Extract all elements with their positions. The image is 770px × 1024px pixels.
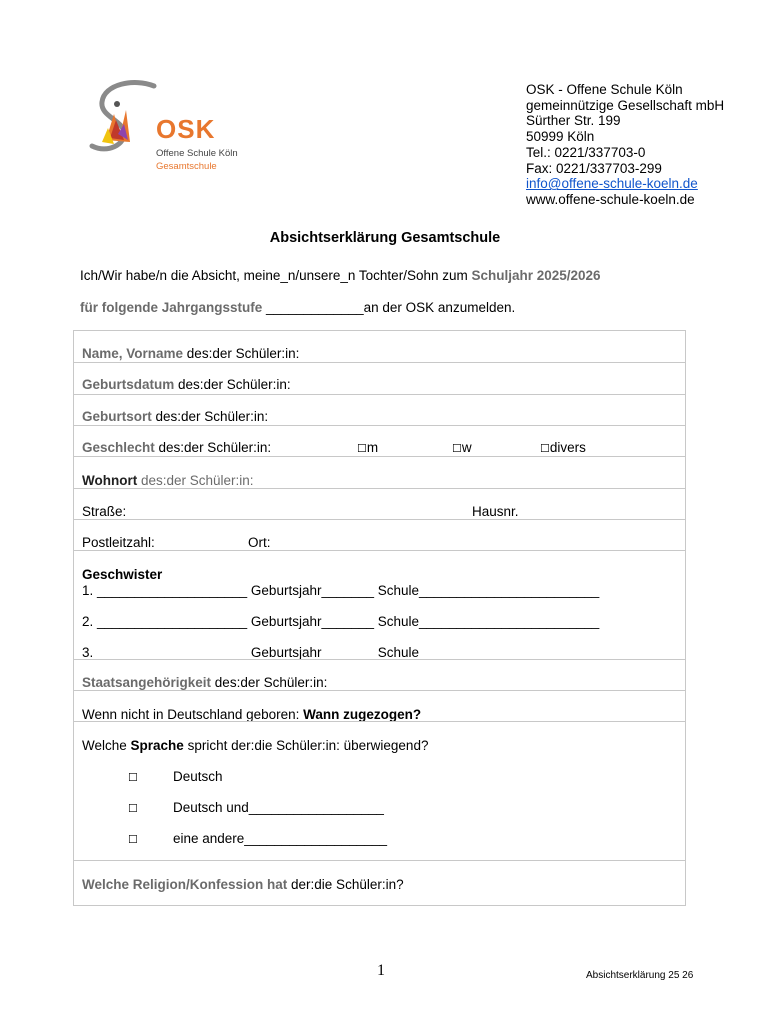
- org-city: 50999 Köln: [526, 129, 595, 145]
- page-number: 1: [377, 962, 385, 979]
- intro-grade-label: für folgende Jahrgangsstufe: [80, 300, 263, 315]
- language-prefix: Welche: [82, 738, 131, 753]
- org-tel: Tel.: 0221/337703-0: [526, 144, 646, 160]
- form-row-birthplace: [74, 394, 685, 424]
- gender-option-divers[interactable]: ☐divers: [540, 440, 586, 455]
- religion-label: Welche Religion/Konfession hat: [82, 877, 288, 892]
- footer-doc-title: Absichtserklärung 25 26: [586, 970, 694, 981]
- logo-brand: OSK: [156, 114, 216, 144]
- house-number-label: Hausnr.: [472, 504, 519, 519]
- gender-option-w[interactable]: ☐w: [452, 440, 472, 455]
- org-email-link[interactable]: info@offene-schule-koeln.de: [526, 176, 698, 192]
- language-suffix: spricht der:die Schüler:in: überwiegend?: [183, 738, 429, 753]
- org-fax: Fax: 0221/337703-299: [526, 160, 662, 176]
- form-row-birthdate: [74, 362, 685, 392]
- org-name: OSK - Offene Schule Köln: [526, 82, 683, 97]
- intro-school-year: Schuljahr 2025/2026: [471, 268, 601, 283]
- moved-prefix: Wenn nicht in Deutschland geboren:: [82, 707, 304, 722]
- gender-label: Geschlecht: [82, 440, 155, 455]
- form-row-language: [74, 721, 685, 846]
- town-label: Ort:: [248, 535, 271, 550]
- siblings-label: Geschwister: [82, 567, 163, 582]
- sibling-line-3: 3. ____________________ Geburtsjahr_______ Schule________________________: [82, 645, 600, 660]
- checkbox-icon[interactable]: ☐: [128, 772, 138, 784]
- residence-suffix: des:der Schüler:in:: [137, 473, 254, 488]
- form-row-moved: [74, 690, 685, 722]
- checkbox-icon[interactable]: ☐: [128, 834, 138, 846]
- form-row-street: [74, 488, 685, 519]
- intro-grade-rest: _____________an der OSK anzumelden.: [262, 300, 516, 315]
- language-option-andere[interactable]: ☐ eine andere___________________: [128, 831, 387, 846]
- gender-suffix: des:der Schüler:in:: [154, 440, 272, 455]
- logo-line1: Offene Schule Köln: [156, 148, 238, 159]
- checkbox-icon[interactable]: ☐: [540, 443, 550, 455]
- intro-text: Ich/Wir habe/n die Absicht, meine_n/unsere_n Tochter/Sohn zum: [80, 268, 472, 283]
- name-suffix: des:der Schüler:in:: [183, 346, 300, 361]
- form-row-nationality: [74, 659, 685, 690]
- language-option-deutsch[interactable]: ☐ Deutsch: [128, 769, 223, 784]
- language-option-deutsch-und[interactable]: ☐ Deutsch und__________________: [128, 800, 384, 815]
- birthplace-label: Geburtsort: [82, 409, 152, 424]
- form-row-residence: [74, 456, 685, 488]
- sibling-line-2: 2. ____________________ Geburtsjahr_______ Schule________________________: [82, 614, 600, 629]
- checkbox-icon[interactable]: ☐: [452, 443, 462, 455]
- street-label: Straße:: [82, 504, 127, 519]
- name-label: Name, Vorname: [82, 346, 184, 361]
- form-row-address: [74, 519, 685, 550]
- checkbox-icon[interactable]: ☐: [357, 443, 367, 455]
- osk-logo: [84, 80, 244, 172]
- form-row-gender: [74, 425, 685, 455]
- nationality-suffix: des:der Schüler:in:: [211, 675, 328, 690]
- org-street: Sürther Str. 199: [526, 113, 621, 129]
- sibling-line-1: 1. ____________________ Geburtsjahr_______ Schule________________________: [82, 583, 600, 598]
- logo-line2: Gesamtschule: [156, 161, 217, 172]
- form-row-siblings: [74, 550, 685, 660]
- gender-option-m[interactable]: ☐m: [357, 440, 379, 455]
- birthdate-suffix: des:der Schüler:in:: [174, 377, 291, 392]
- residence-label: Wohnort: [82, 473, 138, 488]
- moved-question: Wann zugezogen?: [303, 707, 422, 722]
- religion-suffix: der:die Schüler:in?: [287, 877, 404, 892]
- document-title: Absichtserklärung Gesamtschule: [269, 230, 501, 246]
- zip-label: Postleitzahl:: [82, 535, 155, 550]
- birthplace-suffix: des:der Schüler:in:: [151, 409, 269, 424]
- intro-grade-line: [80, 300, 515, 315]
- birthdate-label: Geburtsdatum: [82, 377, 175, 392]
- nationality-label: Staatsangehörigkeit: [82, 675, 212, 690]
- org-address: [526, 82, 724, 208]
- org-web: www.offene-schule-koeln.de: [526, 191, 695, 207]
- language-bold: Sprache: [130, 738, 184, 753]
- org-company: gemeinnützige Gesellschaft mbH: [526, 97, 725, 113]
- intro-line: [80, 268, 601, 283]
- form-row-religion: [74, 860, 685, 892]
- checkbox-icon[interactable]: ☐: [128, 803, 138, 815]
- registration-form: [73, 330, 686, 906]
